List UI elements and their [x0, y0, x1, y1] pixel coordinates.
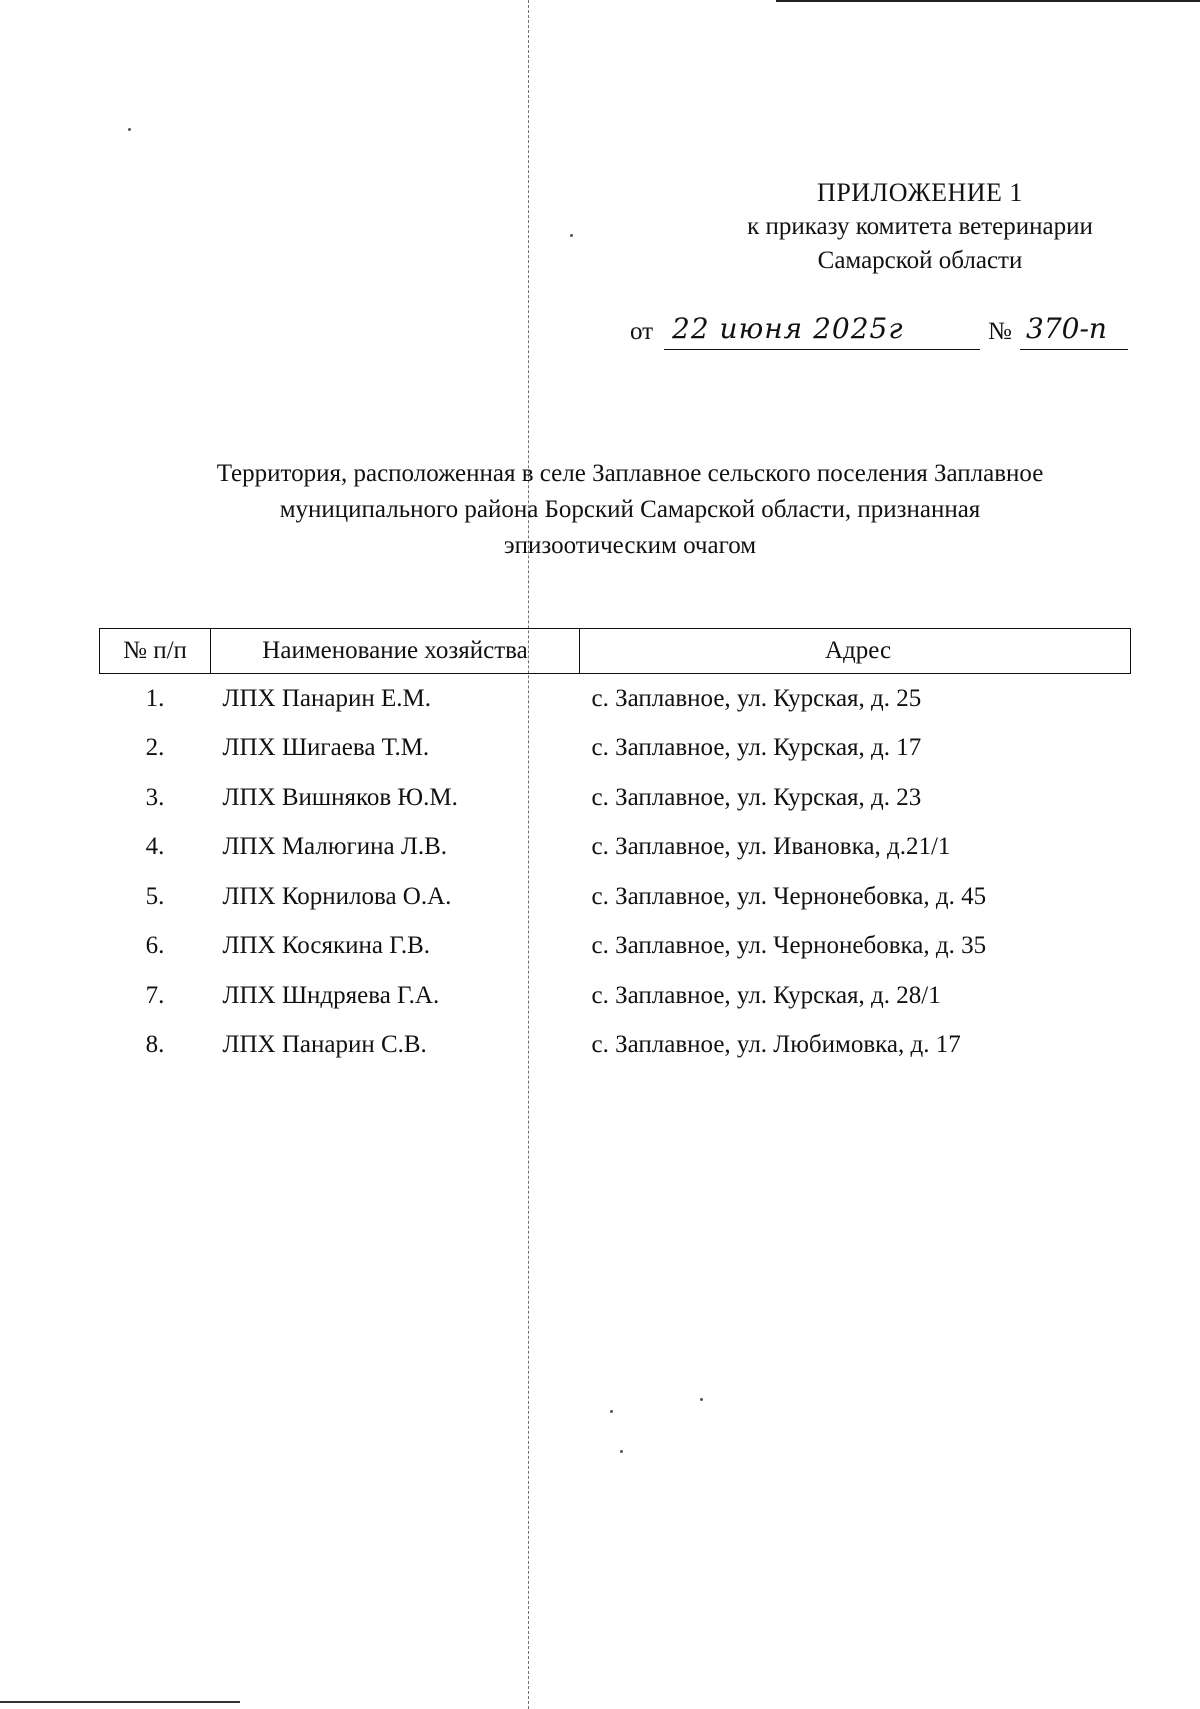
household-name: ЛПХ Шигаева Т.М. — [222, 734, 430, 762]
row-number: 5. — [145, 882, 165, 910]
row-number: 8. — [145, 1031, 165, 1059]
table-row — [100, 922, 1131, 972]
table-row — [100, 773, 1131, 823]
household-address: с. Заплавное, ул. Ивановка, д.21/1 — [591, 833, 951, 861]
row-number: 3. — [145, 783, 165, 811]
appendix-title: ПРИЛОЖЕНИЕ 1 — [817, 178, 1023, 207]
order-number-handwritten: 370-п — [1020, 312, 1128, 350]
household-address: с. Заплавное, ул. Курская, д. 28/1 — [591, 981, 941, 1009]
table-row — [100, 674, 1131, 724]
appendix-subtitle-line: Самарской области — [817, 247, 1023, 274]
household-name: ЛПХ Вишняков Ю.М. — [222, 783, 458, 811]
appendix-header — [690, 176, 1150, 278]
household-address: с. Заплавное, ул. Курская, д. 25 — [591, 684, 922, 712]
order-reference — [630, 312, 1130, 352]
document-title — [140, 456, 1120, 564]
household-name: ЛПХ Корнилова О.А. — [222, 882, 452, 910]
row-number: 1. — [145, 684, 165, 712]
scan-edge-top — [776, 0, 1200, 2]
table-row — [100, 823, 1131, 873]
column-header-address: Адрес — [580, 629, 1131, 674]
household-address: с. Заплавное, ул. Курская, д. 17 — [591, 734, 922, 762]
order-date-handwritten: 22 июня 2025г — [664, 312, 980, 350]
household-address: с. Заплавное, ул. Чернонебовка, д. 45 — [591, 882, 987, 910]
table-row — [100, 724, 1131, 774]
household-name: ЛПХ Малюгина Л.В. — [222, 833, 447, 861]
household-name: ЛПХ Панарин Е.М. — [222, 684, 431, 712]
table-row — [100, 1021, 1131, 1071]
scan-speck — [610, 1410, 613, 1413]
row-number: 6. — [145, 932, 165, 960]
household-address: с. Заплавное, ул. Любимовка, д. 17 — [591, 1031, 961, 1059]
scan-edge-bottom — [0, 1701, 240, 1703]
order-date-prefix: от — [630, 318, 654, 345]
scan-speck — [620, 1450, 623, 1453]
scan-speck — [570, 234, 573, 237]
row-number: 7. — [145, 981, 165, 1009]
scan-speck — [700, 1398, 703, 1401]
document-title-line: Территория, расположенная в селе Заплавное сельского поселения Заплавное — [216, 460, 1044, 487]
table-row — [100, 872, 1131, 922]
households-table — [99, 628, 1131, 1070]
table-row — [100, 971, 1131, 1021]
document-title-line: эпизоотическим очагом — [503, 532, 757, 559]
order-number-label: № — [988, 318, 1012, 345]
column-header-name: Наименование хозяйства — [211, 629, 580, 674]
scan-speck — [128, 128, 131, 131]
household-name: ЛПХ Панарин С.В. — [222, 1031, 427, 1059]
household-address: с. Заплавное, ул. Чернонебовка, д. 35 — [591, 932, 987, 960]
household-name: ЛПХ Шндряева Г.А. — [222, 981, 440, 1009]
appendix-subtitle-line: к приказу комитета ветеринарии — [747, 213, 1093, 240]
row-number: 2. — [145, 734, 165, 762]
row-number: 4. — [145, 833, 165, 861]
household-address: с. Заплавное, ул. Курская, д. 23 — [591, 783, 922, 811]
column-header-number: № п/п — [100, 629, 211, 674]
document-title-line: муниципального района Борский Самарской области, признанная — [279, 496, 981, 523]
household-name: ЛПХ Косякина Г.В. — [222, 932, 431, 960]
table-header-row — [100, 629, 1131, 674]
